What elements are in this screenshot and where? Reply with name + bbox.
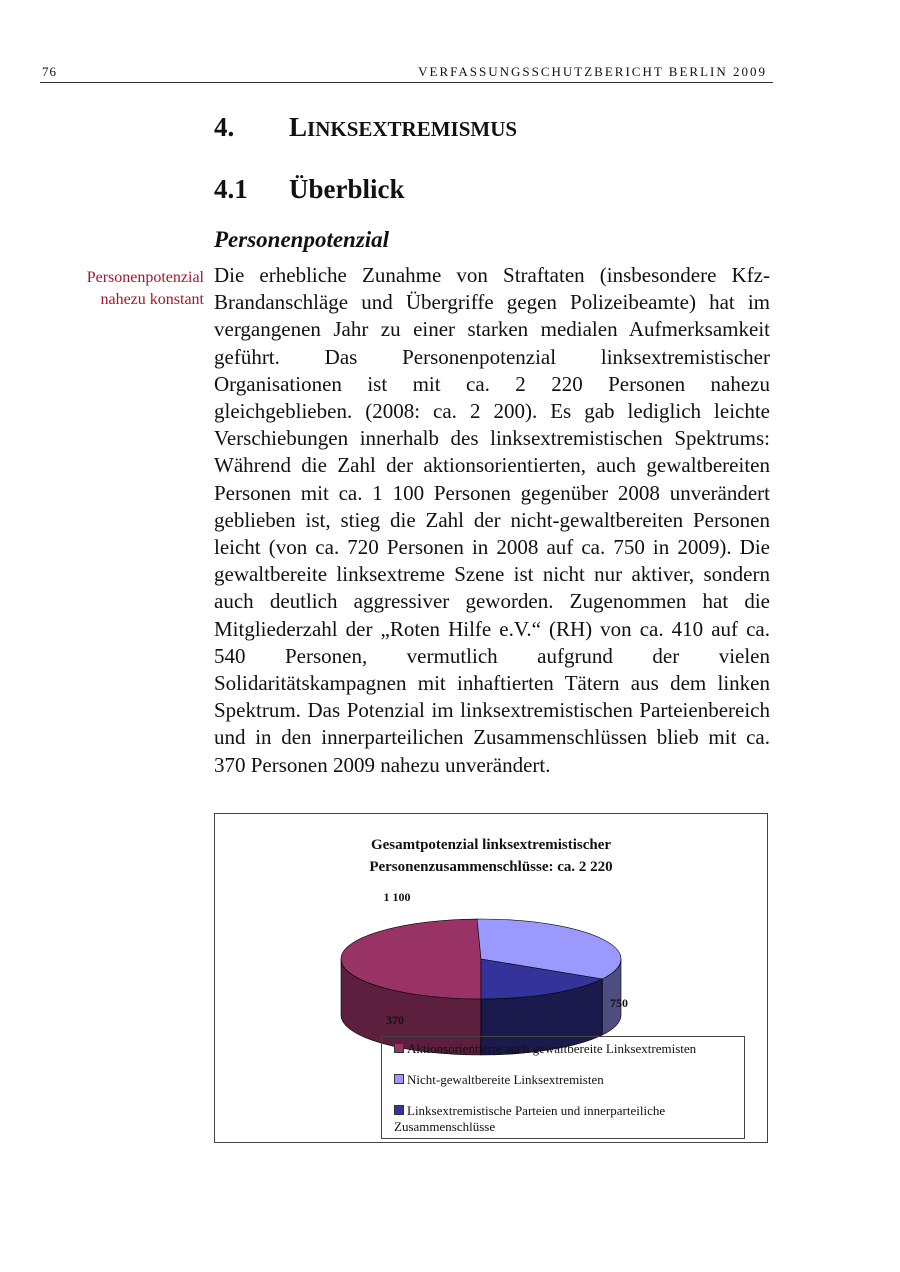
running-title: VERFASSUNGSSCHUTZBERICHT BERLIN 2009	[418, 64, 767, 79]
legend-item-parteien	[394, 1103, 665, 1135]
legend-item-gewaltbereite	[394, 1041, 696, 1057]
legend-item-nicht-gewaltbereite	[394, 1072, 604, 1088]
legend-label-continued: Zusammenschlüsse	[394, 1119, 496, 1134]
body-paragraph: Die erhebliche Zunahme von Straftaten (insbesondere Kfz-Brandanschläge und Übergriffe gegen Polizeibeamte) hat im vergangenen Jahr zu einer starken medialen Aufmerksamkeit geführt. Das Personenpotenzial linksextremistischer Organisationen ist mit ca. 2 220 Personen nahezu gleichgeblieben. (2008: ca. 2 200). Es gab lediglich leichte Verschiebungen innerhalb des linksextremistischen Spektrums: Während die Zahl der aktionsorientierten, auch gewaltbereiten Personen mit ca. 1 100 Personen gegenüber 2008 unverändert geblieben ist, stieg die Zahl der nicht-gewaltbereiten Personen leicht (von ca. 720 Personen in 2008 auf ca. 750 in 2009). Die gewaltbereite linksextreme Szene ist nicht nur aktiver, sondern auch deutlich aggressiver geworden. Zugenommen hat die Mitgliederzahl der „Roten Hilfe e.V.“ (RH) von ca. 410 auf ca. 540 Personen, vermutlich aufgrund der vielen Solidaritätskampagnen mit inhaftierten Tätern aus dem linken Spektrum. Das Potenzial im linksextremistischen Parteienbereich und in den innerparteilichen Zusammenschlüssen blieb mit ca. 370 Personen 2009 nahezu unverändert.	[214, 263, 770, 777]
margin-note-line1: Personenpotenzial	[86, 269, 204, 286]
subsection-number: 4.1	[214, 174, 248, 204]
page-number: 76	[42, 64, 57, 79]
chart-title-line1: Gesamtpotenzial linksextremistischer	[370, 837, 612, 853]
subsection-heading	[214, 174, 405, 205]
pie-data-label: 1 100	[383, 890, 411, 904]
legend-swatch	[394, 1043, 404, 1053]
section-title-initial: L	[289, 112, 308, 142]
margin-note-line2: nahezu konstant	[100, 291, 204, 308]
page-header	[40, 60, 773, 83]
section-title-rest: INKSEXTREMISMUS	[307, 117, 518, 141]
pie-data-label: 750	[610, 996, 628, 1010]
legend-label: Nicht-gewaltbereite Linksextremisten	[407, 1072, 604, 1087]
section-heading	[214, 112, 517, 143]
section-number: 4.	[214, 112, 235, 142]
pie-data-label: 370	[386, 1013, 404, 1027]
pie-chart	[214, 813, 768, 1143]
legend-label: Aktionsorientierte auch gewaltbereite Linksextremisten	[407, 1041, 697, 1056]
chart-title-line2: Personenzusammenschlüsse: ca. 2 220	[369, 859, 613, 875]
margin-note	[40, 267, 204, 311]
chart-legend	[381, 1036, 745, 1139]
subsection-title: Überblick	[289, 174, 405, 204]
legend-swatch	[394, 1074, 404, 1084]
legend-label: Linksextremistische Parteien und innerparteiliche	[407, 1103, 666, 1118]
subheading: Personenpotenzial	[214, 227, 390, 252]
legend-swatch	[394, 1105, 404, 1115]
